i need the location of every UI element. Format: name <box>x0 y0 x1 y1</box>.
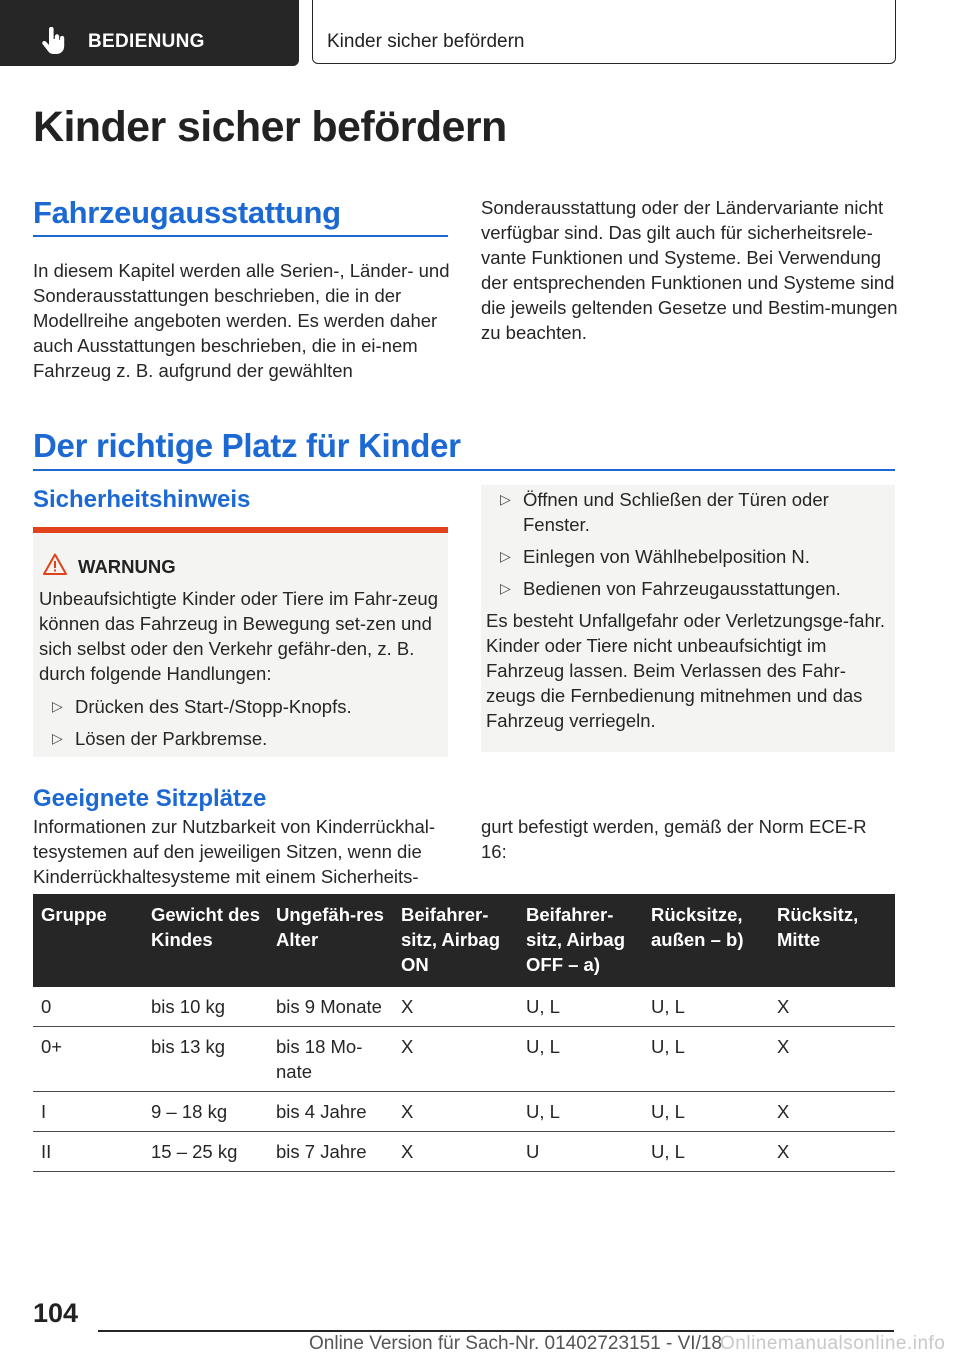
list-item: ▷ Drücken des Start-/Stopp-Knopfs. <box>52 696 352 717</box>
chapter-label: BEDIENUNG <box>88 31 205 52</box>
sitz-paragraph-1: Informationen zur Nutzbarkeit von Kinderrückhal-tesystemen auf den jeweiligen Sitzen, wenn die Kinderrückhaltesysteme mit einem Sicherheits- <box>33 816 436 887</box>
warning-conclusion: Es besteht Unfallgefahr oder Verletzungsge-fahr. Kinder oder Tiere nicht unbeaufsichtigt im Fahrzeug lassen. Beim Verlassen des Fahr-zeugs die Fernbedienung mitnehmen und das Fahrzeug verriegeln. <box>486 610 886 731</box>
table-cell: I <box>33 1092 143 1132</box>
header-title: Kinder sicher befördern <box>327 31 525 52</box>
list-item: ▷ Öffnen und Schließen der Türen oder Fenster. <box>500 489 829 535</box>
subheading-sicherheitshinweis: Sicherheitshinweis <box>33 486 251 513</box>
header-title-box <box>312 0 896 64</box>
table-cell: II <box>33 1132 143 1172</box>
table-cell: U, L <box>643 1132 769 1172</box>
column-header: Beifahrer-sitz, Airbag ON <box>393 894 518 987</box>
table-cell: bis 9 Monate <box>268 987 393 1027</box>
section-heading-fahrzeug: Fahrzeugausstattung <box>33 195 341 230</box>
table-cell: 0 <box>33 987 143 1027</box>
table-row <box>33 1092 895 1132</box>
table-cell: U, L <box>518 1027 643 1092</box>
fahrzeug-paragraph-2: Sonderausstattung oder der Ländervariante nicht verfügbar sind. Das gilt auch für sicherheitsrele-vante Funktionen und Systeme. Bei Verwendung der entsprechenden Funktionen und Systeme sind die jeweils geltenden Gesetze und Bestim-mungen zu beachten. <box>481 197 898 343</box>
table-cell: X <box>769 1027 895 1092</box>
section-heading-platz: Der richtige Platz für Kinder <box>33 427 461 464</box>
footer-rule <box>98 1330 894 1332</box>
hand-pointer-icon <box>40 27 66 55</box>
table-cell: U, L <box>643 987 769 1027</box>
table-cell: bis 7 Jahre <box>268 1132 393 1172</box>
table-cell: X <box>393 1132 518 1172</box>
warning-list-left <box>42 694 442 751</box>
subheading-sitzplaetze: Geeignete Sitzplätze <box>33 785 267 812</box>
table-cell: X <box>769 987 895 1027</box>
table-cell: 15 – 25 kg <box>143 1132 268 1172</box>
column-header: Gewicht des Kindes <box>143 894 268 987</box>
table-cell: 9 – 18 kg <box>143 1092 268 1132</box>
warning-label: WARNUNG <box>78 556 176 577</box>
list-item: ▷ Einlegen von Wählhebelposition N. <box>500 546 810 567</box>
column-header: Rücksitze, außen – b) <box>643 894 769 987</box>
table-cell: bis 4 Jahre <box>268 1092 393 1132</box>
table-cell: U, L <box>643 1092 769 1132</box>
triangle-bullet-icon: ▷ <box>500 491 511 507</box>
table-cell: bis 13 kg <box>143 1027 268 1092</box>
table-row <box>33 1027 895 1092</box>
column-header: Beifahrer-sitz, Airbag OFF – a) <box>518 894 643 987</box>
footer-text: Online Version für Sach-Nr. 01402723151 - VI/18 <box>309 1333 722 1354</box>
section-rule <box>33 469 895 471</box>
column-header: Ungefäh-res Alter <box>268 894 393 987</box>
table-cell: X <box>393 1027 518 1092</box>
table-cell: U, L <box>518 987 643 1027</box>
triangle-bullet-icon: ▷ <box>52 698 63 714</box>
table-cell: X <box>769 1092 895 1132</box>
warning-text: Unbeaufsichtigte Kinder oder Tiere im Fahr-zeug können das Fahrzeug in Bewegung set-zen und sich selbst oder den Verkehr gefähr-den, z. B. durch folgende Handlungen: <box>39 588 438 684</box>
table-cell: X <box>769 1132 895 1172</box>
section-rule <box>33 235 448 237</box>
triangle-bullet-icon: ▷ <box>500 580 511 596</box>
page-title: Kinder sicher befördern <box>33 103 507 151</box>
fahrzeug-paragraph-1: In diesem Kapitel werden alle Serien-, Länder- und Sonderausstattungen beschrieben, die in der Modellreihe angeboten werden. Es werden daher auch Ausstattungen beschrieben, die in ei-nem Fahrzeug z. B. aufgrund der gewählten <box>33 260 450 381</box>
table-cell: bis 10 kg <box>143 987 268 1027</box>
table-cell: X <box>393 987 518 1027</box>
triangle-bullet-icon: ▷ <box>500 548 511 564</box>
table-cell: U <box>518 1132 643 1172</box>
table-cell: X <box>393 1092 518 1132</box>
table-cell: U, L <box>518 1092 643 1132</box>
watermark: Onlinemanualsonline.info <box>720 1333 946 1354</box>
table-cell: bis 18 Mo-nate <box>268 1027 393 1092</box>
table-header-row <box>33 894 895 987</box>
table-row <box>33 987 895 1027</box>
warning-triangle-icon <box>43 553 67 575</box>
sitz-paragraph-2: gurt befestigt werden, gemäß der Norm ECE-R 16: <box>481 816 867 862</box>
page-number: 104 <box>33 1298 79 1328</box>
list-item: ▷ Lösen der Parkbremse. <box>52 728 268 749</box>
child-seat-table <box>33 894 895 1172</box>
chapter-tab <box>0 0 299 66</box>
column-header: Gruppe <box>33 894 143 987</box>
table-cell: 0+ <box>33 1027 143 1092</box>
table-row <box>33 1132 895 1172</box>
table-cell: U, L <box>643 1027 769 1092</box>
triangle-bullet-icon: ▷ <box>52 730 63 746</box>
column-header: Rücksitz, Mitte <box>769 894 895 987</box>
warning-list-right <box>490 487 890 601</box>
list-item: ▷ Bedienen von Fahrzeugausstattungen. <box>500 578 841 599</box>
